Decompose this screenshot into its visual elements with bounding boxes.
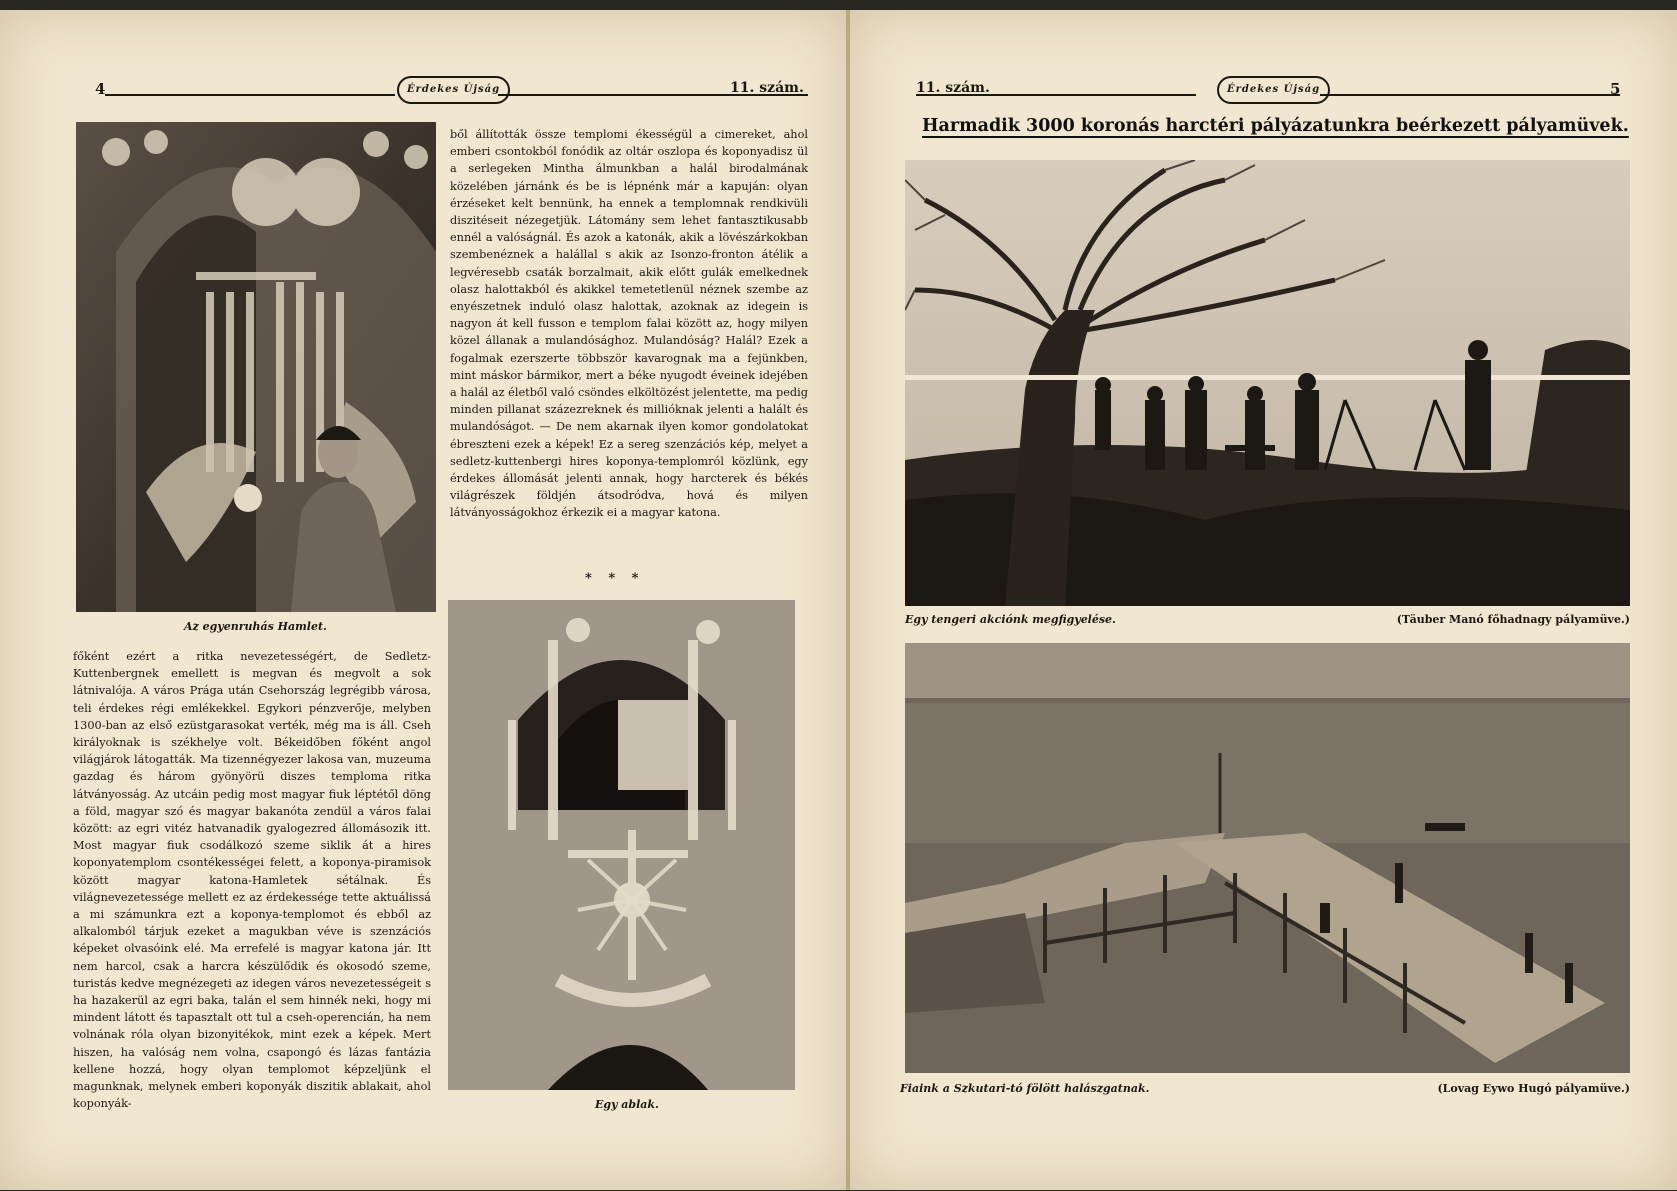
photo-window (448, 600, 795, 1090)
issue-number: 11. szám. (730, 80, 804, 96)
photo1-credit: (Täuber Manó főhadnagy pályamüve.) (1396, 613, 1630, 626)
article-paragraph: főként ezért a ritka nevezetességért, de Sedletz-Kuttenbergnek emellett is megvan és megvolt a sok látnivalója. A város Prága után Csehország legrégibb városa, teli érdekes régi emlékekkel. Egykori pénzverője, melyben 1300-ban az első ezüstgarasokat verték, még ma is áll. Cseh királyoknak is székhelye volt. Békeidőben főként angol világjárok látogatták. Ma tizennégyezer lakosa van, muzeuma gazdag és három gyönyörü diszes temploma ritka látványosság. Az utcáin pedig most magyar fiuk léptétől döng a föld, magyar szó és magyar bakanóta zendül a város falai között: az egri vitéz hatvanadik gyalogezred állomásozik itt. Most magyar fiuk csodálkozó szeme siklik át a hires koponyatemplom csontékességei felett, a koponya-piramisok között magyar katona-Hamletek sétálnak. És világnevezetessége mellett ez az érdekessége tette aktuálissá a mi számunkra ezt a koponya-templomot és ebből az alkalomból tárjuk ezeket a magukban véve is szenzációs képeket olvasóink elé. Ma errefelé is magyar katona jár. Itt nem harcol, csak a harcra készülődik és okosodó szeme, turistás kedve megnézegeti az idegen város nevezetességeit s ha hazakerül az egri baka, talán el sem hinnék neki, hogy mi mindent látott és tapasztalt ott tul a cseh-operencián, ha nem volnának róla olyan bizonyitékok, mint ezek a képek. Mert hiszen, ha valóság nem volna, csapongó és lázas fantázia kellene hozzá, hogy olyan templomot képzeljünk el magunknak, melynek emberi koponyák diszitik ablakait, ahol koponyák- (73, 650, 431, 1111)
left-page-header (0, 72, 846, 102)
photo1-caption: Az egyenruhás Hamlet. (184, 620, 327, 633)
page-number: 5 (1610, 80, 1621, 98)
section-ornament: * * * (585, 571, 645, 586)
page-number: 4 (95, 80, 106, 98)
masthead-logo: Érdekes Újság (397, 76, 510, 104)
photo2-caption: Fiaink a Szkutari-tó fölött halászgatnak. (900, 1082, 1150, 1095)
issue-number: 11. szám. (916, 80, 990, 96)
article-column-left (73, 648, 431, 1112)
photo2-caption: Egy ablak. (595, 1098, 659, 1111)
photo1-caption: Egy tengeri akciónk megfigyelése. (905, 613, 1116, 626)
photo-lake-pier (905, 643, 1630, 1073)
photo2-credit: (Lovag Eywo Hugó pályamüve.) (1437, 1082, 1630, 1095)
right-page (850, 10, 1677, 1190)
article-column-right (450, 126, 808, 522)
photo-uniformed-hamlet (76, 122, 436, 612)
photo-sea-observation (905, 160, 1630, 606)
page-headline: Harmadik 3000 koronás harctéri pályázatunkra beérkezett pályamüvek. (922, 116, 1629, 136)
left-page (0, 10, 847, 1190)
article-paragraph: ből állították össze templomi ékességül a cimereket, ahol emberi csontokból fonódik az oltár oszlopa és koponyadisz ül a serlegeken Mintha álmunkban a halál birodalmának közelében járnánk és be is lépnénk már a kapuján: olyan érzéseket kelt bennünk, ha ennek a templomnak rendkivüli diszitéseit nézegetjük. Látomány sem lehet fantasztikusabb ennél a valóságnál. És azok a katonák, akik a lövészárkokban szembenéznek a halállal s akik az Isonzo-fronton átélik a legvéresebb csaták borzalmait, akik előtt gulák emelkednek olasz halottakból és akikkel temetetlenül néznek szembe az enyészetnek induló olasz halottak, azoknak az idegein is nagyon át kell fusson e templom falai között az, hogy milyen közel állanak a mulandósághoz. Mulandóság? Halál? Ezek a fogalmak ezerszerte többször kavarognak ma a fejünkben, mint máskor bármikor, mert a béke nyugodt éveinek idejében a halál az életből való csöndes elköltözést jelentette, ma pedig minden pillanat százezreknek és millióknak jelenti a halált és mulandóságot. — De nem akarnak ilyen komor gondolatokat ébreszteni ezek a képek! Ez a sereg szenzációs kép, melyet a sedletz-kuttenbergi hires koponya-templomról közlünk, egy érdekes állomását jelenti annak, hogy harcterek és békés világrészek földjén átsodródva, hová és milyen látványosságokhoz érkezik ei a magyar katona. (450, 128, 808, 520)
right-page-header (850, 72, 1677, 102)
masthead-logo: Érdekes Újság (1217, 76, 1330, 104)
